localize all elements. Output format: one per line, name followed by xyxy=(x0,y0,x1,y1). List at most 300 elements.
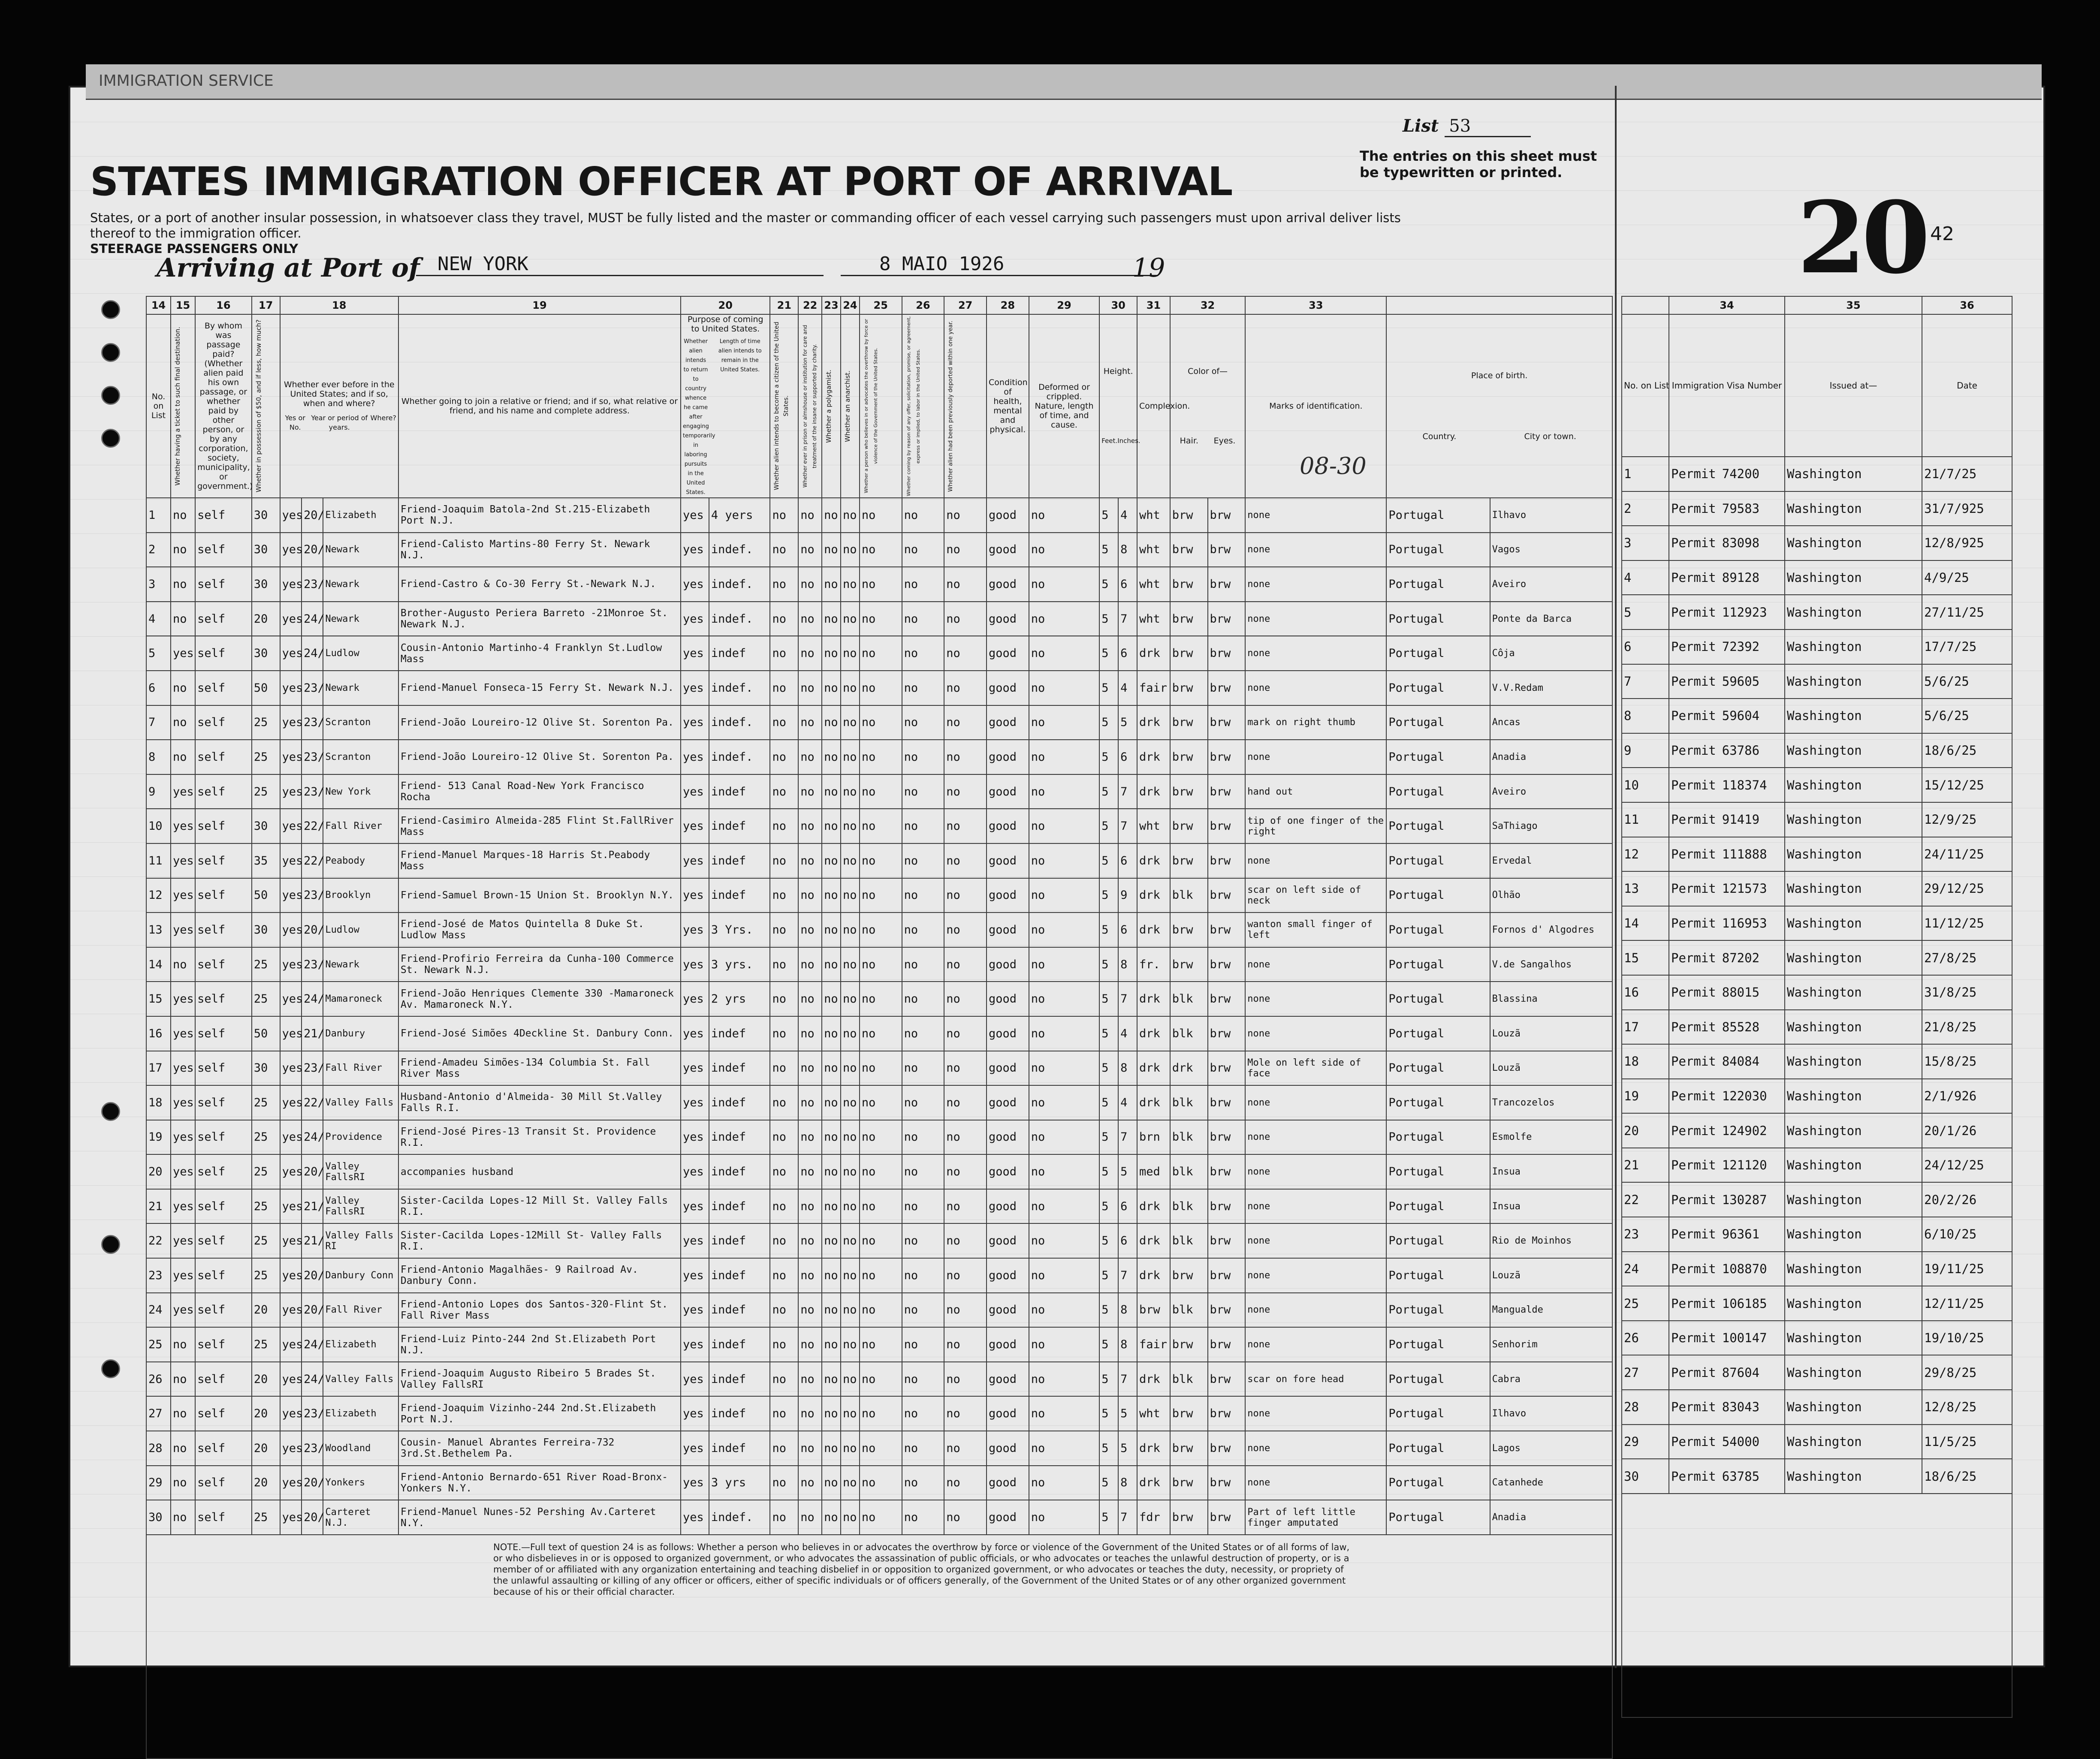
cell-over: no xyxy=(860,843,902,878)
cell-where: Carteret N.J. xyxy=(323,1500,398,1535)
cell-deformed: no xyxy=(1029,1085,1100,1120)
cell-dep: no xyxy=(944,498,987,533)
table-row xyxy=(146,1223,1612,1258)
cell-deformed: no xyxy=(1029,705,1100,740)
cell-in: 8 xyxy=(1118,1466,1137,1500)
visa-type: Permit xyxy=(1671,570,1716,585)
cell-health: good xyxy=(987,533,1029,567)
cell-length: indef xyxy=(709,878,770,913)
cell-before: yes xyxy=(280,947,302,982)
cell-deformed: no xyxy=(1029,636,1100,671)
cell-p1: yes xyxy=(681,1154,709,1189)
table-row xyxy=(146,843,1612,878)
cell-comp: wht xyxy=(1137,498,1170,533)
cell-ft: 5 xyxy=(1099,982,1118,1016)
visa-issued-at: Washington xyxy=(1785,1286,1922,1321)
visa-number xyxy=(1669,1321,1785,1355)
cell-money: 25 xyxy=(252,1120,280,1155)
cell-health: good xyxy=(987,1362,1029,1397)
visa-row xyxy=(1622,1355,2012,1390)
cell-join: Friend-José de Matos Quintella 8 Duke St. Ludlow Mass xyxy=(398,913,681,947)
cell-length: indef xyxy=(709,1293,770,1328)
cell-deformed: no xyxy=(1029,533,1100,567)
cell-prison: no xyxy=(798,567,822,602)
cell-city: Aveiro xyxy=(1490,774,1612,809)
cell-anar: no xyxy=(841,1293,860,1328)
col-joining: Whether going to join a relative or friend; and if so, what relative or friend, and his name and complete address. xyxy=(398,314,681,498)
cell-deformed: no xyxy=(1029,1396,1100,1431)
cell-city: Anadia xyxy=(1490,1500,1612,1535)
cell-cit: no xyxy=(770,878,798,913)
cell-over: no xyxy=(860,947,902,982)
visa-type: Permit xyxy=(1671,1019,1716,1034)
cell-hair: brw xyxy=(1170,947,1208,982)
cell-in: 4 xyxy=(1118,1016,1137,1051)
cell-no: 7 xyxy=(146,705,171,740)
cell-anar: no xyxy=(841,1362,860,1397)
cell-cit: no xyxy=(770,567,798,602)
cell-comp: fr. xyxy=(1137,947,1170,982)
visa-num: 89128 xyxy=(1722,570,1760,585)
cell-comp: drk xyxy=(1137,1189,1170,1224)
cell-in: 8 xyxy=(1118,533,1137,567)
visa-number xyxy=(1669,906,1785,941)
cell-health: good xyxy=(987,1500,1029,1535)
cell-join: Friend- 513 Canal Road-New York Francisco Rocha xyxy=(398,774,681,809)
visa-number xyxy=(1669,1459,1785,1494)
col-marks: Marks of identification. xyxy=(1245,314,1386,498)
cell-where: Newark xyxy=(323,567,398,602)
visa-issued-at: Washington xyxy=(1785,1113,1922,1148)
cell-before: yes xyxy=(280,602,302,636)
visa-num: 121120 xyxy=(1722,1158,1767,1173)
cell-cit: no xyxy=(770,671,798,705)
cell-deformed: no xyxy=(1029,1327,1100,1362)
cell-ft: 5 xyxy=(1099,913,1118,947)
cell-contract: no xyxy=(902,740,944,774)
visa-type: Permit xyxy=(1671,1261,1716,1276)
cell-city: V.de Sangalhos xyxy=(1490,947,1612,982)
cell-in: 4 xyxy=(1118,671,1137,705)
cell-marks: none xyxy=(1245,533,1386,567)
cell-before: yes xyxy=(280,982,302,1016)
cell-marks: none xyxy=(1245,1258,1386,1293)
cell-contract: no xyxy=(902,843,944,878)
cell-cit: no xyxy=(770,1223,798,1258)
cell-money: 25 xyxy=(252,1500,280,1535)
visa-num: 108870 xyxy=(1722,1261,1767,1276)
visa-number xyxy=(1669,1286,1785,1321)
cell-paid: self xyxy=(195,1466,252,1500)
visa-number xyxy=(1669,1148,1785,1183)
cell-marks: none xyxy=(1245,1154,1386,1189)
cell-ticket: yes xyxy=(171,1051,195,1086)
cell-money: 30 xyxy=(252,913,280,947)
cell-no: 23 xyxy=(146,1258,171,1293)
visa-date: 11/5/25 xyxy=(1922,1425,2012,1459)
cell-poly: no xyxy=(822,809,841,843)
cell-poly: no xyxy=(822,498,841,533)
cell-before: yes xyxy=(280,1258,302,1293)
cell-no: 11 xyxy=(146,843,171,878)
cell-prison: no xyxy=(798,1500,822,1535)
visa-list-no: 21 xyxy=(1622,1148,1669,1183)
visa-num: 118374 xyxy=(1722,777,1767,792)
cell-anar: no xyxy=(841,602,860,636)
visa-list-no: 13 xyxy=(1622,871,1669,906)
cell-prison: no xyxy=(798,533,822,567)
cell-deformed: no xyxy=(1029,982,1100,1016)
visa-type: Permit xyxy=(1671,1227,1716,1242)
visa-num: 122030 xyxy=(1722,1088,1767,1103)
cell-contract: no xyxy=(902,947,944,982)
cell-dep: no xyxy=(944,602,987,636)
visa-type: Permit xyxy=(1671,639,1716,654)
cell-join: Friend-Samuel Brown-15 Union St. Brooklyn N.Y. xyxy=(398,878,681,913)
visa-num: 59605 xyxy=(1722,674,1760,689)
col-purpose: Purpose of coming to United States. Whether alien intends to return to country whence he came after engaging temporarily in laboring pursuits in the United States. Length of time alien intends to remain in the United States. xyxy=(681,314,770,498)
cell-length: indef. xyxy=(709,533,770,567)
visa-list-no: 9 xyxy=(1622,733,1669,768)
passenger-table xyxy=(146,296,1613,1759)
cell-dep: no xyxy=(944,705,987,740)
cell-marks: none xyxy=(1245,1466,1386,1500)
cell-health: good xyxy=(987,1120,1029,1155)
cell-cit: no xyxy=(770,774,798,809)
cell-over: no xyxy=(860,1051,902,1086)
visa-num: 100147 xyxy=(1722,1331,1767,1346)
visa-number xyxy=(1669,699,1785,733)
visa-date: 20/2/26 xyxy=(1922,1182,2012,1217)
visa-date: 20/1/26 xyxy=(1922,1113,2012,1148)
cell-country: Portugal xyxy=(1386,1051,1490,1086)
cell-prison: no xyxy=(798,878,822,913)
cell-money: 25 xyxy=(252,1327,280,1362)
col-polygamist: Whether a polygamist. xyxy=(822,314,841,498)
cell-join: Friend-José Simões 4Deckline St. Danbury Conn. xyxy=(398,1016,681,1051)
cell-prison: no xyxy=(798,740,822,774)
visa-date: 17/7/25 xyxy=(1922,630,2012,664)
cell-eyes: brw xyxy=(1208,843,1246,878)
cell-deformed: no xyxy=(1029,809,1100,843)
cell-p1: yes xyxy=(681,533,709,567)
cell-year: 24/ xyxy=(302,1327,323,1362)
cell-paid: self xyxy=(195,1500,252,1535)
cell-paid: self xyxy=(195,533,252,567)
cell-contract: no xyxy=(902,1154,944,1189)
cell-anar: no xyxy=(841,809,860,843)
cell-contract: no xyxy=(902,1085,944,1120)
cell-length: indef xyxy=(709,1327,770,1362)
cell-paid: self xyxy=(195,878,252,913)
cell-country: Portugal xyxy=(1386,740,1490,774)
cell-no: 18 xyxy=(146,1085,171,1120)
cell-cit: no xyxy=(770,982,798,1016)
cell-join: Friend-Manuel Nunes-52 Pershing Av.Carteret N.Y. xyxy=(398,1500,681,1535)
cell-marks: scar on fore head xyxy=(1245,1362,1386,1397)
table-row xyxy=(146,878,1612,913)
cell-where: Ludlow xyxy=(323,636,398,671)
underlying-sheet-edge xyxy=(86,64,2042,100)
cell-ticket: yes xyxy=(171,1016,195,1051)
visa-list-no: 14 xyxy=(1622,906,1669,941)
cell-anar: no xyxy=(841,1051,860,1086)
cell-marks: none xyxy=(1245,1085,1386,1120)
cell-where: Mamaroneck xyxy=(323,982,398,1016)
cell-ticket: no xyxy=(171,1500,195,1535)
cell-paid: self xyxy=(195,947,252,982)
cell-comp: drk xyxy=(1137,1466,1170,1500)
cell-hair: drk xyxy=(1170,1051,1208,1086)
cell-paid: self xyxy=(195,1120,252,1155)
visa-number xyxy=(1669,1390,1785,1425)
cell-eyes: brw xyxy=(1208,671,1246,705)
visa-row xyxy=(1622,1217,2012,1252)
cell-prison: no xyxy=(798,1154,822,1189)
visa-row xyxy=(1622,457,2012,491)
cell-city: Trancozelos xyxy=(1490,1085,1612,1120)
cell-health: good xyxy=(987,774,1029,809)
cell-ticket: no xyxy=(171,602,195,636)
visa-issued-at: Washington xyxy=(1785,1182,1922,1217)
cell-money: 25 xyxy=(252,740,280,774)
cell-hair: brw xyxy=(1170,567,1208,602)
visa-row xyxy=(1622,768,2012,802)
visa-row xyxy=(1622,1425,2012,1459)
cell-paid: self xyxy=(195,913,252,947)
visa-num: 59604 xyxy=(1722,708,1760,723)
cell-comp: drk xyxy=(1137,774,1170,809)
cell-eyes: brw xyxy=(1208,1223,1246,1258)
cell-hair: brw xyxy=(1170,1431,1208,1466)
cell-no: 13 xyxy=(146,913,171,947)
visa-num: 87604 xyxy=(1722,1365,1760,1380)
cell-in: 7 xyxy=(1118,602,1137,636)
cell-over: no xyxy=(860,1396,902,1431)
binding-hole xyxy=(101,343,120,362)
cell-no: 20 xyxy=(146,1154,171,1189)
col-list-no: No. on List xyxy=(146,314,171,498)
cell-money: 25 xyxy=(252,705,280,740)
cell-ticket: no xyxy=(171,705,195,740)
table-row xyxy=(146,705,1612,740)
visa-issued-at: Washington xyxy=(1785,1355,1922,1390)
visa-row xyxy=(1622,1182,2012,1217)
visa-number xyxy=(1669,975,1785,1010)
cell-prison: no xyxy=(798,1327,822,1362)
cell-country: Portugal xyxy=(1386,1431,1490,1466)
cell-length: indef. xyxy=(709,1500,770,1535)
cell-prison: no xyxy=(798,705,822,740)
visa-number xyxy=(1669,595,1785,630)
col-visa-date: Date xyxy=(1922,314,2012,457)
visa-date: 21/7/25 xyxy=(1922,457,2012,491)
cell-hair: brw xyxy=(1170,1466,1208,1500)
cell-dep: no xyxy=(944,1223,987,1258)
cell-eyes: brw xyxy=(1208,636,1246,671)
visa-number xyxy=(1669,491,1785,526)
cell-poly: no xyxy=(822,1189,841,1224)
visa-num: 116953 xyxy=(1722,916,1767,931)
cell-hair: brw xyxy=(1170,602,1208,636)
cell-dep: no xyxy=(944,774,987,809)
cell-contract: no xyxy=(902,636,944,671)
cell-where: Scranton xyxy=(323,705,398,740)
column-number-row: 14 15 16 17 18 19 20 21 22 23 24 25 26 27 28 29 30 31 32 33 xyxy=(146,296,1612,314)
visa-issued-at: Washington xyxy=(1785,526,1922,560)
cell-deformed: no xyxy=(1029,602,1100,636)
cell-country: Portugal xyxy=(1386,533,1490,567)
cell-comp: fair xyxy=(1137,1327,1170,1362)
cell-contract: no xyxy=(902,533,944,567)
table-row xyxy=(146,1362,1612,1397)
table-row xyxy=(146,740,1612,774)
cell-before: yes xyxy=(280,1051,302,1086)
cell-anar: no xyxy=(841,982,860,1016)
cell-no: 9 xyxy=(146,774,171,809)
visa-list-no: 3 xyxy=(1622,526,1669,560)
cell-money: 30 xyxy=(252,809,280,843)
cell-contract: no xyxy=(902,1431,944,1466)
cell-before: yes xyxy=(280,1120,302,1155)
cell-ft: 5 xyxy=(1099,843,1118,878)
visa-row xyxy=(1622,975,2012,1010)
cell-deformed: no xyxy=(1029,1293,1100,1328)
cell-cit: no xyxy=(770,1293,798,1328)
cell-hair: blk xyxy=(1170,1189,1208,1224)
cell-country: Portugal xyxy=(1386,982,1490,1016)
cell-over: no xyxy=(860,1362,902,1397)
cell-year: 20/ xyxy=(302,1466,323,1500)
visa-type: Permit xyxy=(1671,1365,1716,1380)
cell-eyes: brw xyxy=(1208,1327,1246,1362)
cell-country: Portugal xyxy=(1386,1189,1490,1224)
visa-number xyxy=(1669,664,1785,699)
cell-dep: no xyxy=(944,1016,987,1051)
year-prefix: 19 xyxy=(1132,253,1165,283)
cell-p1: yes xyxy=(681,1500,709,1535)
cell-anar: no xyxy=(841,1189,860,1224)
visa-list-no: 20 xyxy=(1622,1113,1669,1148)
visa-num: 83098 xyxy=(1722,536,1760,551)
cell-length: indef xyxy=(709,1120,770,1155)
visa-num: 72392 xyxy=(1722,639,1760,654)
cell-deformed: no xyxy=(1029,1466,1100,1500)
cell-paid: self xyxy=(195,636,252,671)
cell-in: 6 xyxy=(1118,1189,1137,1224)
visa-type: Permit xyxy=(1671,1296,1716,1311)
col-anarchist: Whether an anarchist. xyxy=(841,314,860,498)
visa-issued-at: Washington xyxy=(1785,595,1922,630)
cell-paid: self xyxy=(195,982,252,1016)
cell-dep: no xyxy=(944,982,987,1016)
cell-p1: yes xyxy=(681,740,709,774)
cell-length: indef. xyxy=(709,740,770,774)
visa-issued-at: Washington xyxy=(1785,457,1922,491)
cell-health: good xyxy=(987,1085,1029,1120)
cell-health: good xyxy=(987,602,1029,636)
cell-country: Portugal xyxy=(1386,1120,1490,1155)
cell-year: 23/ xyxy=(302,1051,323,1086)
col-health: Condition of health, mental and physical. xyxy=(987,314,1029,498)
binding-hole xyxy=(101,1235,120,1254)
visa-num: 130287 xyxy=(1722,1192,1767,1207)
cell-contract: no xyxy=(902,705,944,740)
cell-cit: no xyxy=(770,809,798,843)
cell-year: 24/ xyxy=(302,636,323,671)
cell-over: no xyxy=(860,567,902,602)
cell-contract: no xyxy=(902,1500,944,1535)
cell-marks: none xyxy=(1245,671,1386,705)
cell-money: 35 xyxy=(252,843,280,878)
cell-year: 20/ xyxy=(302,1258,323,1293)
col-contract-labor: Whether coming by reason of any offer, solicitation, promise, or agreement, express or implied, to labor in the United States. xyxy=(902,314,944,498)
visa-row xyxy=(1622,699,2012,733)
visa-row xyxy=(1622,906,2012,941)
cell-join: Sister-Cacilda Lopes-12 Mill St. Valley Falls R.I. xyxy=(398,1189,681,1224)
cell-ticket: yes xyxy=(171,1085,195,1120)
visa-type: Permit xyxy=(1671,846,1716,861)
cell-before: yes xyxy=(280,1016,302,1051)
cell-ft: 5 xyxy=(1099,671,1118,705)
cell-ft: 5 xyxy=(1099,602,1118,636)
cell-ticket: no xyxy=(171,498,195,533)
cell-in: 6 xyxy=(1118,1223,1137,1258)
cell-eyes: brw xyxy=(1208,982,1246,1016)
cell-marks: none xyxy=(1245,498,1386,533)
cell-ft: 5 xyxy=(1099,1223,1118,1258)
cell-money: 50 xyxy=(252,671,280,705)
cell-comp: wht xyxy=(1137,809,1170,843)
cell-prison: no xyxy=(798,1396,822,1431)
cell-over: no xyxy=(860,636,902,671)
cell-ticket: yes xyxy=(171,878,195,913)
cell-year: 23/ xyxy=(302,671,323,705)
cell-hair: brw xyxy=(1170,705,1208,740)
cell-health: good xyxy=(987,1466,1029,1500)
visa-issued-at: Washington xyxy=(1785,768,1922,802)
cell-deformed: no xyxy=(1029,1500,1100,1535)
visa-num: 121573 xyxy=(1722,881,1767,896)
visa-date: 27/11/25 xyxy=(1922,595,2012,630)
cell-money: 25 xyxy=(252,774,280,809)
cell-anar: no xyxy=(841,1016,860,1051)
visa-number xyxy=(1669,1113,1785,1148)
cell-no: 16 xyxy=(146,1016,171,1051)
visa-date: 27/8/25 xyxy=(1922,940,2012,975)
cell-country: Portugal xyxy=(1386,1327,1490,1362)
cell-comp: wht xyxy=(1137,602,1170,636)
visa-number xyxy=(1669,526,1785,560)
cell-hair: brw xyxy=(1170,636,1208,671)
cell-health: good xyxy=(987,636,1029,671)
cell-ft: 5 xyxy=(1099,1189,1118,1224)
visa-date: 12/8/25 xyxy=(1922,1390,2012,1425)
cell-before: yes xyxy=(280,774,302,809)
cell-year: 23/ xyxy=(302,947,323,982)
cell-money: 25 xyxy=(252,982,280,1016)
cell-before: yes xyxy=(280,1223,302,1258)
cell-cit: no xyxy=(770,1396,798,1431)
cell-year: 21/ xyxy=(302,1016,323,1051)
cell-dep: no xyxy=(944,843,987,878)
visa-type: Permit xyxy=(1671,674,1716,689)
col-complexion: Complexion. xyxy=(1137,314,1170,498)
cell-anar: no xyxy=(841,740,860,774)
cell-join: Friend-Luiz Pinto-244 2nd St.Elizabeth Port N.J. xyxy=(398,1327,681,1362)
visa-issued-at: Washington xyxy=(1785,1217,1922,1252)
cell-hair: brw xyxy=(1170,1258,1208,1293)
